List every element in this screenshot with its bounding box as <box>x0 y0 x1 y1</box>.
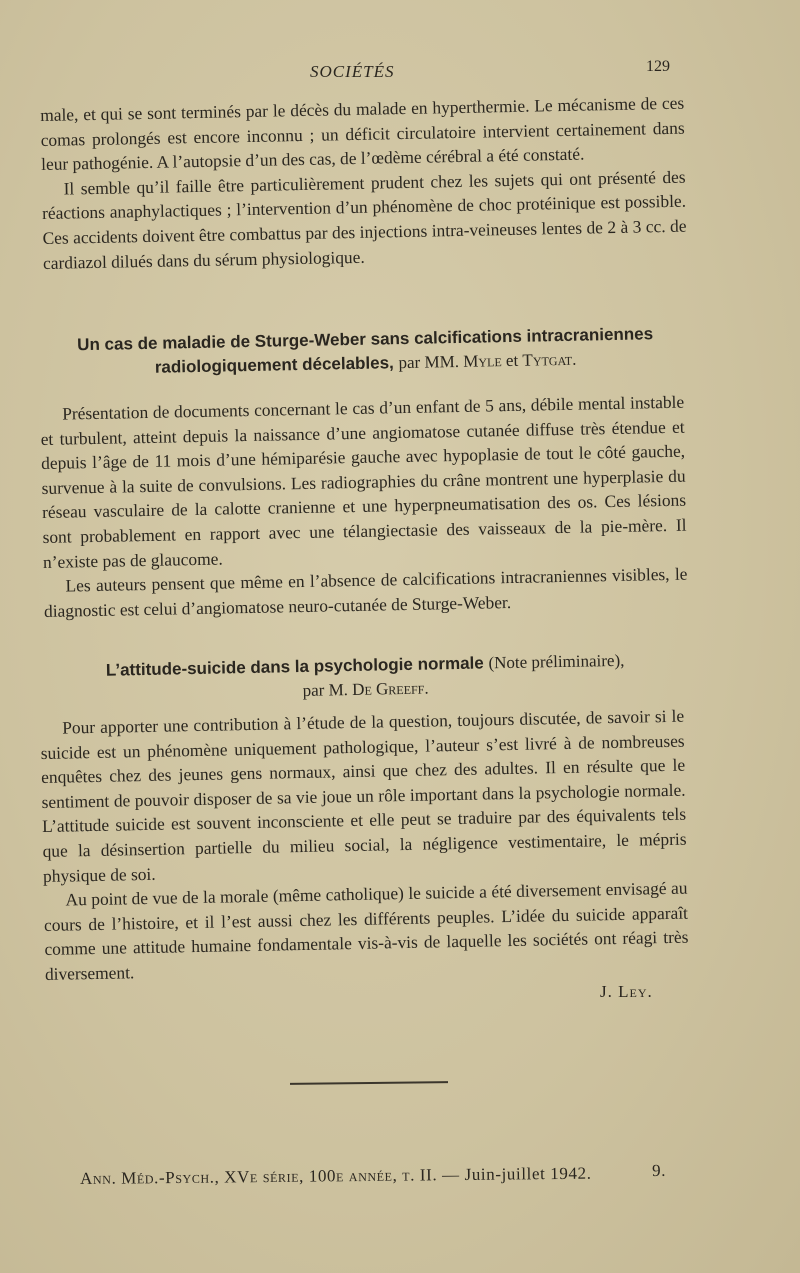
sturge-weber-title: Un cas de maladie de Sturge-Weber sans calcifications intracraniennes radiologiquement décelables, <box>77 324 654 377</box>
sturge-weber-heading: Un cas de maladie de Sturge-Weber sans calcifications intracraniennes radiologiquement décelables, par MM. Myle et Tytgat. <box>77 324 654 377</box>
sturge-weber-and: et <box>505 350 519 371</box>
suicide-section <box>40 704 689 987</box>
section-divider <box>290 1081 448 1085</box>
sturge-weber-author-1: Myle <box>463 351 502 371</box>
suicide-paragraph-2: Au point de vue de la morale (même catholique) le suicide a été diversement envisagé au cours de l’histoire, et il l’est aussi chez les différents peuples. L’idée du suicide apparaît comme une attitude humaine fondamentale vis-à-vis de laquelle les sociétés ont réagi très diversement. <box>43 877 689 984</box>
suicide-author: De Greeff <box>352 678 425 700</box>
suicide-note: (Note préliminaire), <box>488 650 625 673</box>
intro-paragraph-1: male, et qui se sont terminés par le décès du malade en hyperthermie. Le mécanisme de ces comas prolongés est encore inconnu ; un déficit circulatoire intervient certainement dans leur pathogénie. A l’autopsie d’un des cas, de l’œdème cérébral a été constaté. <box>40 92 685 175</box>
running-title: SOCIÉTÉS <box>310 62 395 81</box>
suicide-heading: L’attitude-suicide dans la psychologie normale (Note préliminaire), par M. De Greeff. <box>105 650 625 700</box>
page-number: 129 <box>646 58 670 75</box>
sturge-weber-paragraph-2: Les auteurs pensent que même en l’absence de calcifications intracraniennes visibles, le diagnostic est celui d’angiomatose neuro-cutanée de Sturge-Weber. <box>43 563 688 621</box>
sturge-weber-paragraph-1: Présentation de documents concernant le cas d’un enfant de 5 ans, débile mental instable et turbulent, atteint depuis la naissance d’une angiomatose cutanée diffuse très étendue et depuis l’âge de 11 mois d’une hémiparésie gauche avec hypoplasie de tout le côté gauche, survenue à la suite de convulsions. Les radiographies du crâne montrent une hyperplasie du réseau vasculaire de la calotte cranienne et une hyperpneumatisation des os. Ces lésions sont probablement en rapport avec une télangiectasie des vaisseaux de la pie-mère. Il n’existe pas de glaucome. <box>40 391 687 572</box>
intro-section <box>40 91 687 275</box>
signature: J. Ley. <box>600 982 653 1001</box>
sturge-weber-author-2: Tytgat <box>522 349 573 370</box>
suicide-by: par M. <box>302 680 349 700</box>
suicide-title: L’attitude-suicide dans la psychologie normale <box>105 653 484 680</box>
footer-signature-number: 9. <box>651 1160 667 1181</box>
footer-date: — Juin-juillet 1942. <box>441 1163 592 1185</box>
intro-paragraph-2: Il semble qu’il faille être particulièrement prudent chez les sujets qui ont présenté des réactions anaphylactiques ; l’intervention d’un phénomène de choc protéinique est possible. Ces accidents doivent être combattus par des injections intra-veineuses lentes de 2 à 3 cc. de cardiazol dilués dans du sérum physiologique. <box>41 166 687 273</box>
suicide-paragraph-1: Pour apporter une contribution à l’étude de la question, toujours discutée, de savoir si le suicide est un phénomène uniquement pathologique, l’auteur s’est livré à de nombreuses enquêtes chez des jeunes gens normaux, ainsi que chez des adultes. Il en résulte que le sentiment de pouvoir disposer de sa vie joue un rôle important dans la psychologie normale. L’attitude suicide est souvent inconsciente et elle peut se traduire par des équivalents tels que la désinsertion partielle du milieu social, la négligence vestimentaire, le mépris physique de soi. <box>40 705 687 886</box>
running-head <box>0 58 800 86</box>
footer <box>80 1160 700 1189</box>
sturge-weber-section <box>40 390 688 624</box>
footer-journal: Ann. Méd.-Psych., XVe série, 100e année, t. II. <box>80 1165 438 1188</box>
sturge-weber-by: par MM. <box>398 351 460 373</box>
